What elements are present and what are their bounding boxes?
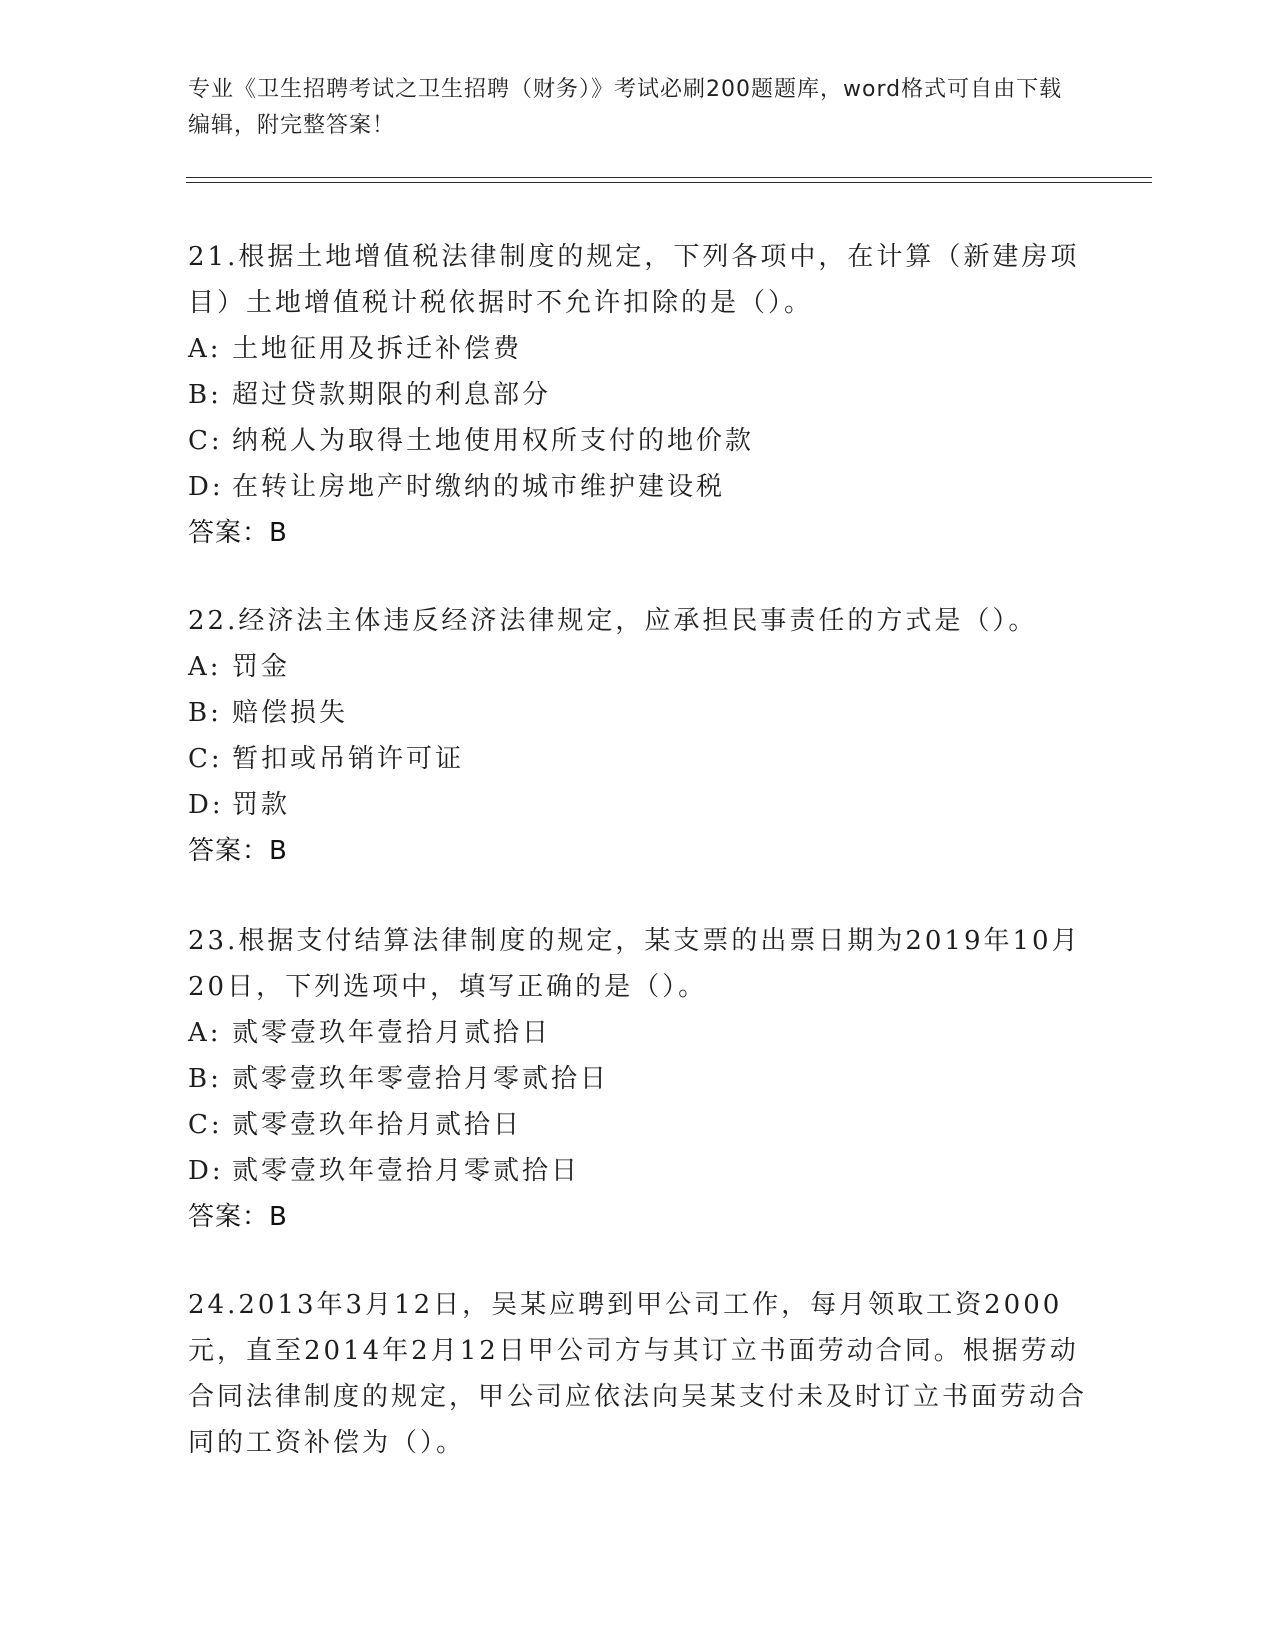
answer-line: 答案：B (188, 518, 288, 548)
option-letter: B: (188, 698, 222, 728)
question-stem: 23.根据支付结算法律制度的规定，某支票的出票日期为2019年10月20日，下列选项中，填写正确的是（）。 (188, 926, 1081, 1002)
question-22 (188, 598, 1088, 874)
option-b (188, 1056, 1088, 1102)
option-a (188, 644, 1088, 690)
option-text: 贰零壹玖年零壹拾月零贰拾日 (232, 1064, 610, 1094)
header-divider-top (186, 177, 1152, 178)
option-a (188, 1010, 1088, 1056)
question-24 (188, 1282, 1088, 1466)
option-letter: A: (188, 334, 222, 364)
option-letter: A: (188, 652, 222, 682)
option-a (188, 326, 1088, 372)
option-letter: B: (188, 380, 222, 410)
option-letter: B: (188, 1064, 222, 1094)
option-text: 土地征用及拆迁补偿费 (232, 334, 523, 364)
question-stem: 22.经济法主体违反经济法律规定，应承担民事责任的方式是（）。 (188, 606, 1038, 636)
question-21 (188, 234, 1088, 556)
header-divider-bottom (186, 182, 1152, 183)
option-d (188, 782, 1088, 828)
option-text: 贰零壹玖年拾月贰拾日 (232, 1110, 523, 1140)
option-c (188, 1102, 1088, 1148)
option-text: 罚金 (232, 652, 291, 682)
option-text: 纳税人为取得土地使用权所支付的地价款 (232, 426, 755, 456)
option-text: 贰零壹玖年壹拾月零贰拾日 (232, 1156, 581, 1186)
document-header: 专业《卫生招聘考试之卫生招聘（财务）》考试必刷200题题库，word格式可自由下载编辑，附完整答案！ (188, 77, 1063, 138)
option-d (188, 464, 1088, 510)
question-stem: 24.2013年3月12日，吴某应聘到甲公司工作，每月领取工资2000元，直至2014年2月12日甲公司方与其订立书面劳动合同。根据劳动合同法律制度的规定，甲公司应依法向吴某支付未及时订立书面劳动合同的工资补偿为（）。 (188, 1290, 1088, 1458)
answer-line: 答案：B (188, 836, 288, 866)
answer-line: 答案：B (188, 1202, 288, 1232)
question-stem: 21.根据土地增值税法律制度的规定，下列各项中，在计算（新建房项目）土地增值税计税依据时不允许扣除的是（）。 (188, 242, 1080, 318)
option-text: 赔偿损失 (232, 698, 349, 728)
option-letter: D: (188, 1156, 224, 1186)
option-text: 罚款 (232, 790, 291, 820)
option-b (188, 690, 1088, 736)
option-text: 贰零壹玖年壹拾月贰拾日 (232, 1018, 552, 1048)
option-letter: C: (188, 426, 223, 456)
option-text: 在转让房地产时缴纳的城市维护建设税 (232, 472, 726, 502)
question-23 (188, 918, 1088, 1240)
option-d (188, 1148, 1088, 1194)
option-letter: A: (188, 1018, 222, 1048)
option-letter: C: (188, 1110, 223, 1140)
option-c (188, 418, 1088, 464)
option-letter: D: (188, 790, 224, 820)
option-b (188, 372, 1088, 418)
option-text: 超过贷款期限的利息部分 (232, 380, 552, 410)
option-letter: D: (188, 472, 224, 502)
option-text: 暂扣或吊销许可证 (232, 744, 465, 774)
option-letter: C: (188, 744, 223, 774)
option-c (188, 736, 1088, 782)
